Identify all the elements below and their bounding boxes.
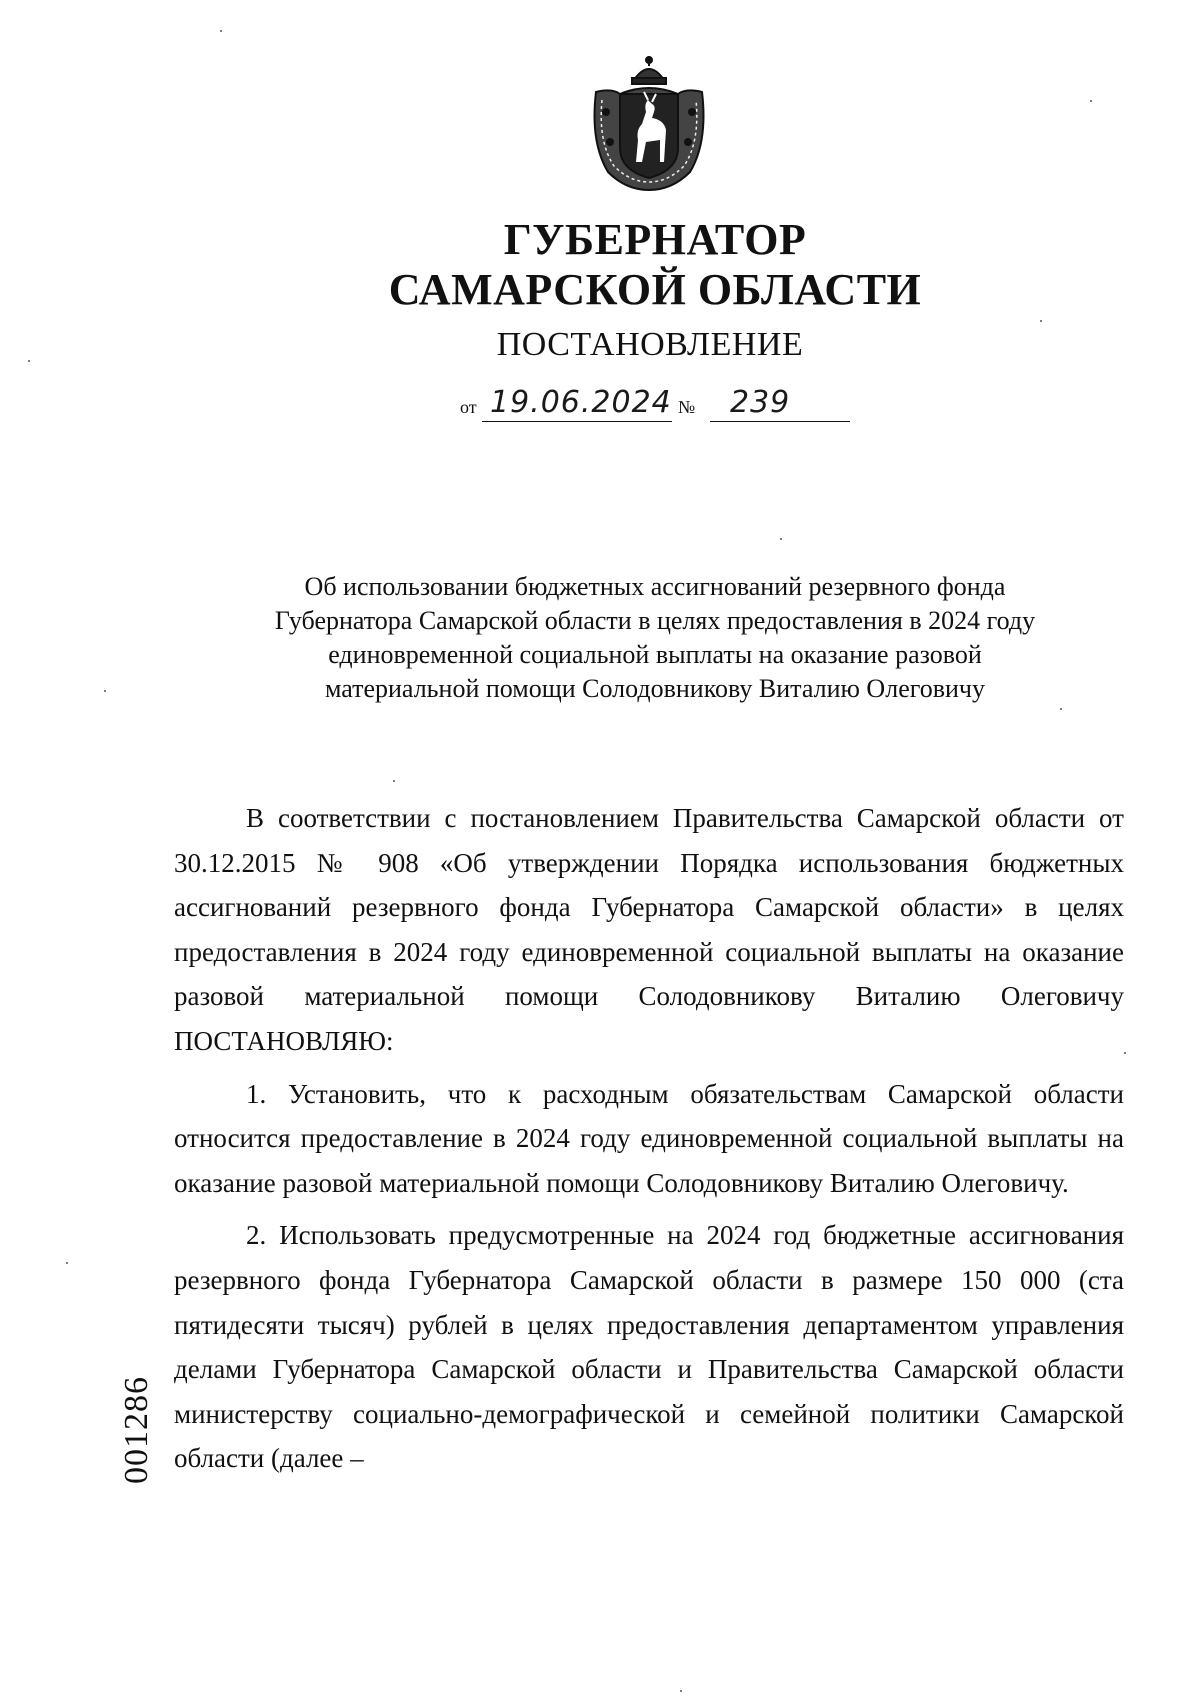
date-underline bbox=[482, 421, 672, 423]
subject-line: единовременной социальной выплаты на оказание разовой bbox=[328, 640, 982, 669]
scan-speck bbox=[1124, 1052, 1126, 1054]
margin-stamp-number: 001286 bbox=[118, 1376, 155, 1484]
handwritten-date: 19.06.2024 bbox=[490, 385, 672, 420]
preamble-paragraph: В соответствии с постановлением Правительства Самарской области от 30.12.2015 № 908 «Об утверждении Порядка использования бюджетных ассигнований резервного фонда Губернатора Самарской области» в целях предоставления в 2024 году единовременной социальной выплаты на оказание разовой материальной помощи Солодовникову Виталию Олеговичу ПОСТАНОВЛЯЮ: bbox=[174, 803, 1124, 1056]
subject-line: Губернатора Самарской области в целях предоставления в 2024 году bbox=[274, 606, 1036, 635]
item-1-paragraph: 1. Установить, что к расходным обязательствам Самарской области относится предоставление в 2024 году единовременной социальной выплаты на оказание разовой материальной помощи Солодовникову Виталию Олеговичу. bbox=[174, 1078, 1124, 1198]
subject-line: Об использовании бюджетных ассигнований резервного фонда bbox=[304, 572, 1006, 601]
handwritten-number: 239 bbox=[730, 385, 791, 420]
document-body bbox=[174, 796, 1124, 1481]
scan-speck bbox=[220, 30, 222, 32]
scan-speck bbox=[104, 690, 106, 692]
number-label: № bbox=[678, 397, 696, 417]
subject-line: материальной помощи Солодовникову Виталию Олеговичу bbox=[324, 674, 986, 703]
samara-coat-of-arms-icon bbox=[586, 52, 712, 192]
org-title-line1: ГУБЕРНАТОР bbox=[503, 215, 807, 264]
scan-speck bbox=[393, 780, 395, 782]
org-title-line2: САМАРСКОЙ ОБЛАСТИ bbox=[388, 265, 922, 314]
scan-speck bbox=[680, 1690, 682, 1692]
scan-speck bbox=[1040, 320, 1042, 322]
document-type: ПОСТАНОВЛЕНИЕ bbox=[496, 326, 804, 363]
item-2-paragraph: 2. Использовать предусмотренные на 2024 год бюджетные ассигнования резервного фонда Губернатора Самарской области в размере 150 000 (ста пятидесяти тысяч) рублей в целях предоставления департаментом управления делами Губернатора Самарской области и Правительства Самарской области министерству социально-демографической и семейной политики Самарской области (далее – bbox=[174, 1220, 1124, 1474]
scan-speck bbox=[1060, 708, 1062, 710]
date-number-line bbox=[460, 384, 860, 424]
number-underline bbox=[710, 421, 850, 423]
document-subject bbox=[0, 570, 1200, 706]
scan-speck bbox=[1090, 100, 1092, 102]
scan-speck bbox=[780, 538, 782, 540]
scan-speck bbox=[66, 1262, 68, 1264]
scan-speck bbox=[28, 360, 30, 362]
date-label: от bbox=[460, 397, 477, 417]
